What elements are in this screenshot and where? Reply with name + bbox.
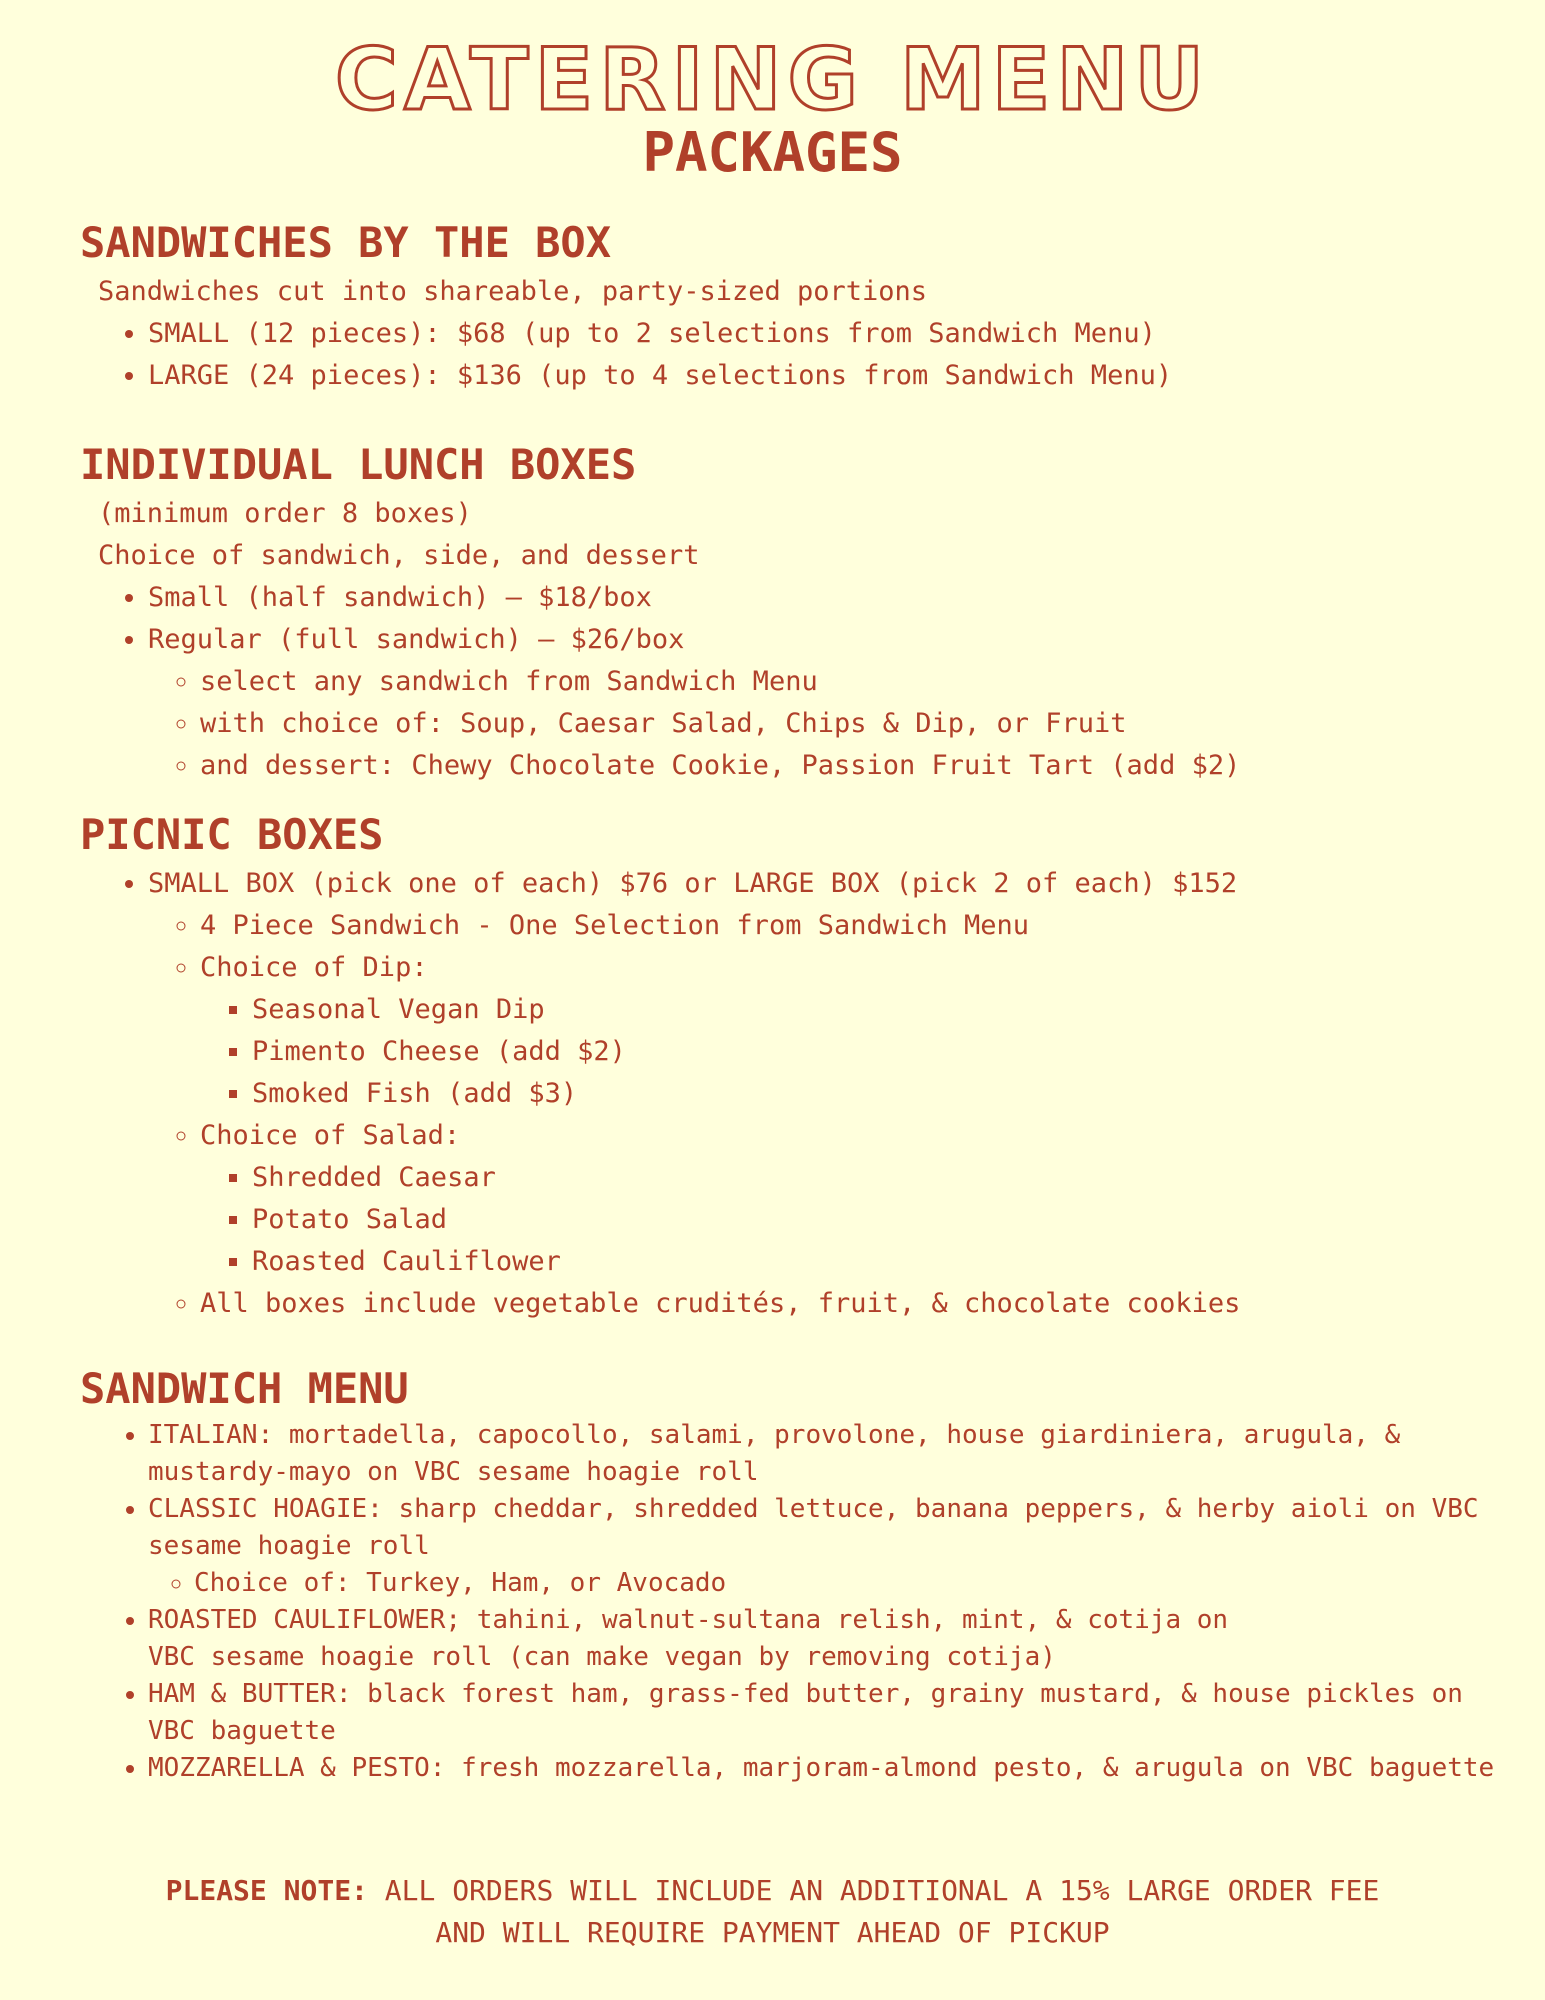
list-item: • HAM & BUTTER: black forest ham, grass-fed butter, grainy mustard, & house pickles on VBC baguette bbox=[148, 1676, 1520, 1750]
page-title: CATERING MENU bbox=[334, 30, 1211, 130]
list-item: • SMALL (12 pieces): $68 (up to 2 selections from Sandwich Menu) bbox=[148, 313, 1520, 355]
list-item-text: VBC sesame hoagie roll (can make vegan by removing cotija) bbox=[148, 1642, 1056, 1672]
list-item: ◦ with choice of: Soup, Caesar Salad, Chips & Dip, or Fruit bbox=[200, 703, 1520, 745]
section-intro: Sandwiches cut into shareable, party-sized portions bbox=[98, 276, 928, 307]
list-item bbox=[148, 1491, 1520, 1602]
list-item-text: Choice of Dip: bbox=[200, 952, 428, 983]
salad-list bbox=[200, 1157, 1520, 1283]
list-item: ◦ select any sandwich from Sandwich Menu bbox=[200, 661, 1520, 703]
section-intro: (minimum order 8 boxes) bbox=[98, 498, 472, 529]
section-heading: INDIVIDUAL LUNCH BOXES bbox=[80, 440, 637, 489]
list-item bbox=[200, 1115, 1520, 1283]
order-note bbox=[0, 1870, 1545, 1954]
list-item bbox=[148, 863, 1520, 1325]
list-item: ◦ All boxes include vegetable crudités, fruit, & chocolate cookies bbox=[200, 1283, 1520, 1325]
note-label: PLEASE NOTE: bbox=[165, 1874, 368, 1907]
section-heading: PICNIC BOXES bbox=[80, 810, 384, 859]
page-subtitle: PACKAGES bbox=[642, 121, 903, 184]
section-intro: Choice of sandwich, side, and dessert bbox=[98, 540, 700, 571]
list-item bbox=[148, 619, 1520, 787]
list-item: ▪ Pimento Cheese (add $2) bbox=[252, 1031, 1520, 1073]
option-list bbox=[80, 313, 1520, 397]
list-item: ▪ Potato Salad bbox=[252, 1199, 1520, 1241]
list-item-text: SMALL BOX (pick one of each) $76 or LARGE BOX (pick 2 of each) $152 bbox=[148, 868, 1238, 899]
list-item bbox=[200, 947, 1520, 1115]
list-item-text: CLASSIC HOAGIE: sharp cheddar, shredded lettuce, banana peppers, & herby aioli on VBC sesame hoagie roll bbox=[148, 1494, 1479, 1561]
option-list bbox=[80, 577, 1520, 787]
section-sandwiches-by-box bbox=[80, 215, 1520, 397]
list-item-text: Regular (full sandwich) — $26/box bbox=[148, 624, 685, 655]
list-item: • ITALIAN: mortadella, capocollo, salami, provolone, house giardiniera, arugula, & mustardy-mayo on VBC sesame hoagie roll bbox=[148, 1417, 1520, 1491]
list-item: ▪ Smoked Fish (add $3) bbox=[252, 1073, 1520, 1115]
sub-option-list bbox=[148, 1565, 1520, 1602]
note-text: AND WILL REQUIRE PAYMENT AHEAD OF PICKUP bbox=[435, 1916, 1110, 1949]
list-item: ▪ Shredded Caesar bbox=[252, 1157, 1520, 1199]
list-item-text: Choice of Salad: bbox=[200, 1120, 461, 1151]
list-item: ◦ and dessert: Chewy Chocolate Cookie, Passion Fruit Tart (add $2) bbox=[200, 745, 1520, 787]
section-heading: SANDWICH MENU bbox=[80, 1364, 409, 1413]
sub-option-list bbox=[148, 905, 1520, 1325]
menu-content bbox=[80, 215, 1520, 1787]
list-item: ▪ Seasonal Vegan Dip bbox=[252, 989, 1520, 1031]
section-lunch-boxes bbox=[80, 437, 1520, 787]
section-sandwich-menu bbox=[80, 1361, 1520, 1787]
list-item: ▪ Roasted Cauliflower bbox=[252, 1241, 1520, 1283]
list-item: • LARGE (24 pieces): $136 (up to 4 selections from Sandwich Menu) bbox=[148, 355, 1520, 397]
list-item: ◦ 4 Piece Sandwich - One Selection from Sandwich Menu bbox=[200, 905, 1520, 947]
list-item: ◦ Choice of: Turkey, Ham, or Avocado bbox=[194, 1565, 1520, 1602]
list-item: • Small (half sandwich) — $18/box bbox=[148, 577, 1520, 619]
sub-option-list bbox=[148, 661, 1520, 787]
note-text: ALL ORDERS WILL INCLUDE AN ADDITIONAL A 15% LARGE ORDER FEE bbox=[367, 1874, 1380, 1907]
section-picnic-boxes bbox=[80, 807, 1520, 1325]
dip-list bbox=[200, 989, 1520, 1115]
list-item: • MOZZARELLA & PESTO: fresh mozzarella, marjoram-almond pesto, & arugula on VBC baguette bbox=[148, 1750, 1520, 1787]
list-item-text: ROASTED CAULIFLOWER; tahini, walnut-sultana relish, mint, & cotija on bbox=[148, 1605, 1229, 1635]
section-heading: SANDWICHES BY THE BOX bbox=[80, 218, 612, 267]
option-list bbox=[80, 863, 1520, 1325]
list-item bbox=[148, 1602, 1520, 1676]
sandwich-list bbox=[80, 1417, 1520, 1787]
